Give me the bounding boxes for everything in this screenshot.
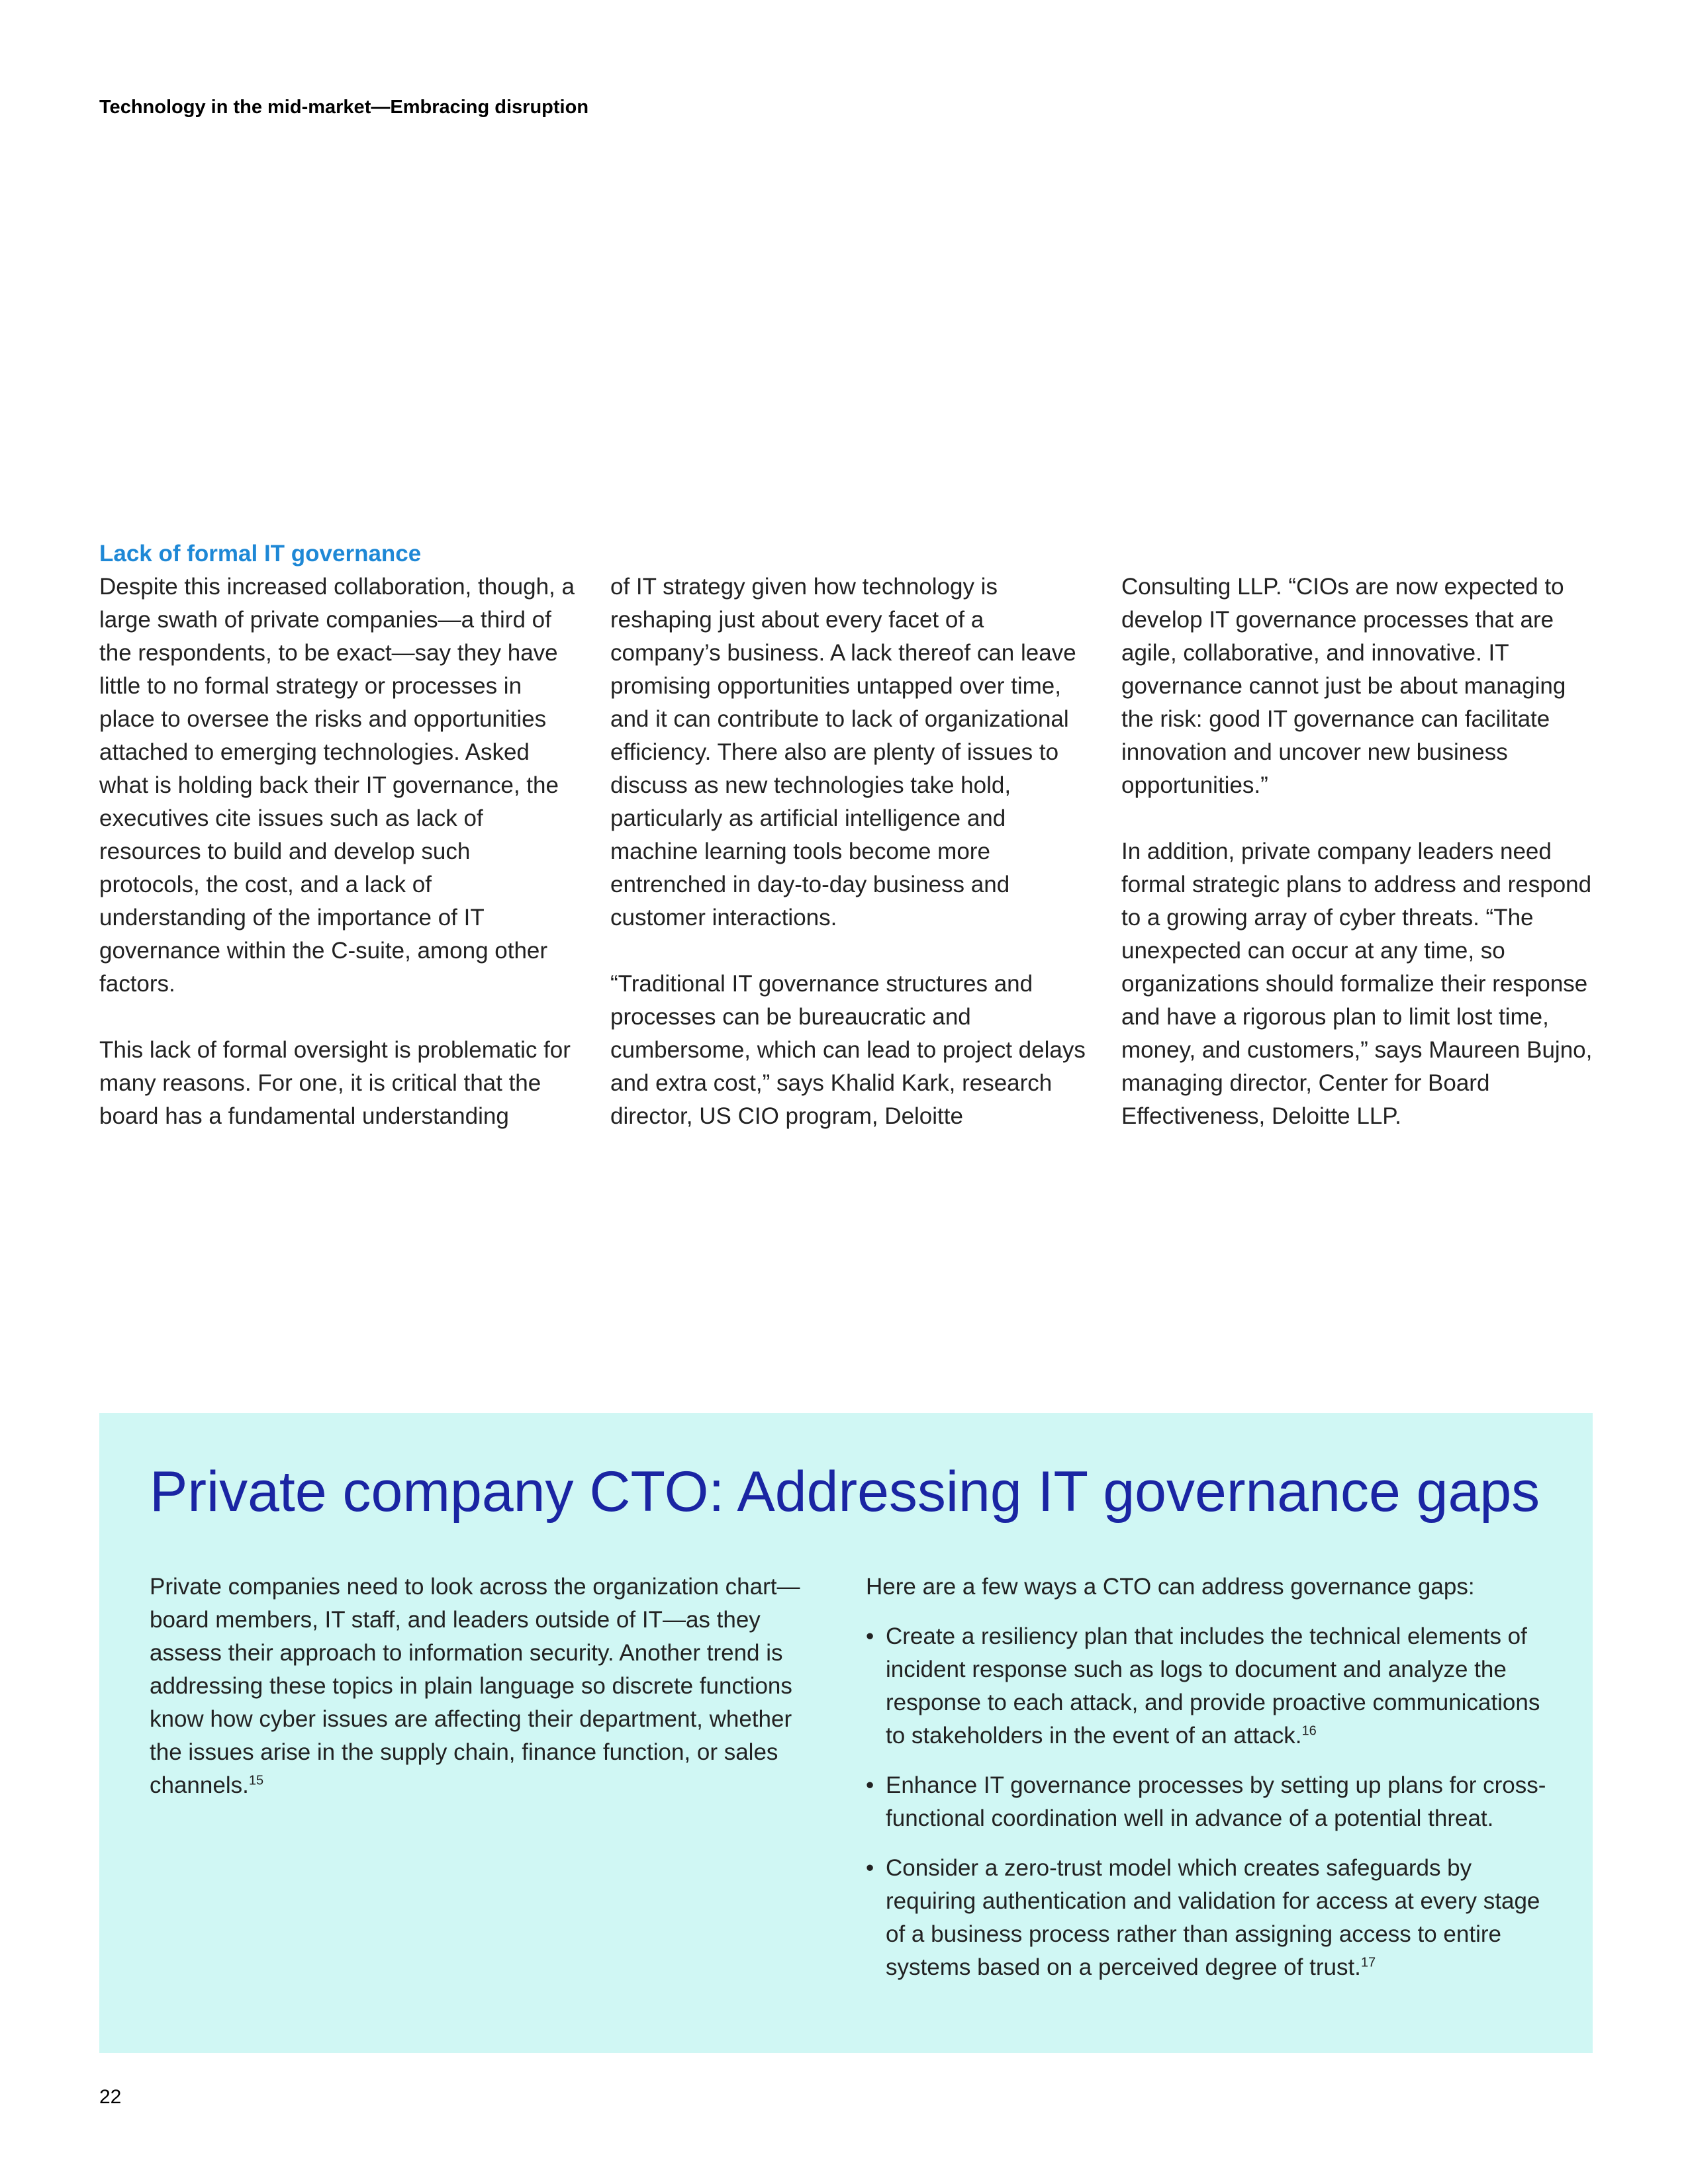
bullet-icon: •: [866, 1855, 874, 1881]
list-item-text: Create a resiliency plan that includes the technical elements of incident response such as logs to document and analyze the response to each attack, and provide proactive communications to stakeholders in the event of an attack.: [886, 1623, 1540, 1749]
list-item-text: Enhance IT governance processes by setting up plans for cross-functional coordination well in advance of a potential threat.: [886, 1772, 1546, 1831]
page-number: 22: [99, 2086, 122, 2108]
article-column-1: [99, 537, 576, 1166]
list-item: [866, 1620, 1554, 1752]
paragraph: of IT strategy given how technology is reshaping just about every facet of a company’s business. A lack thereof can leave promising opportunities untapped over time, and it can contribute to lack of organizational efficiency. There also are plenty of issues to discuss as new technologies take hold, particularly as artificial intelligence and machine learning tools become more entrenched in day-to-day business and customer interactions.: [610, 574, 1076, 931]
paragraph: Consulting LLP. “CIOs are now expected to develop IT governance processes that are agile, collaborative, and innovative. IT governance cannot just be about managing the risk: good IT governance can facilitate innovation and uncover new business opportunities.”: [1121, 574, 1566, 798]
footnote-ref: 17: [1360, 1955, 1376, 1970]
sidebar-title: Private company CTO: Addressing IT governance gaps: [150, 1460, 1540, 1524]
footnote-ref: 15: [248, 1773, 264, 1788]
paragraph: This lack of formal oversight is problematic for many reasons. For one, it is critical that the board has a fundamental understanding: [99, 1037, 571, 1129]
article-column-3: [1121, 570, 1598, 1166]
sidebar-intro: Here are a few ways a CTO can address governance gaps:: [866, 1574, 1475, 1600]
sidebar-box: [99, 1413, 1593, 2053]
paragraph: In addition, private company leaders need formal strategic plans to address and respond to a growing array of cyber threats. “The unexpected can occur at any time, so organizations should formalize their response and have a rigorous plan to limit lost time, money, and customers,” says Maureen Bujno, managing director, Center for Board Effectiveness, Deloitte LLP.: [1121, 839, 1593, 1129]
footnote-ref: 16: [1301, 1723, 1317, 1739]
sidebar-paragraph-text: Private companies need to look across the organization chart—board members, IT staff, and leaders outside of IT—as they assess their approach to information security. Another trend is addressing these topics in plain language so discrete functions know how cyber issues are affecting their department, whether the issues arise in the supply chain, finance function, or sales channels.: [150, 1574, 800, 1798]
list-item-text: Consider a zero-trust model which creates safeguards by requiring authentication and validation for access at every stage of a business process rather than assigning access to entire systems based on a perceived degree of trust.: [886, 1855, 1540, 1980]
bullet-icon: •: [866, 1772, 874, 1798]
list-item: [866, 1852, 1554, 1984]
sidebar-left-column: [150, 1570, 818, 1802]
paragraph: Despite this increased collaboration, though, a large swath of private companies—a third of the respondents, to be exact—say they have little to no formal strategy or processes in place to oversee the risks and opportunities attached to emerging technologies. Asked what is holding back their IT governance, the executives cite issues such as lack of resources to build and develop such protocols, the cost, and a lack of understanding of the importance of IT governance within the C-suite, among other factors.: [99, 574, 575, 997]
paragraph: “Traditional IT governance structures and processes can be bureaucratic and cumbersome, which can lead to project delays and extra cost,” says Khalid Kark, research director, US CIO program, Deloitte: [610, 971, 1086, 1129]
list-item: [866, 1769, 1554, 1835]
sidebar-paragraph: [150, 1570, 818, 1802]
bullet-icon: •: [866, 1623, 874, 1649]
sidebar-right-column: [866, 1570, 1554, 2001]
running-header: Technology in the mid-market—Embracing disruption: [99, 97, 589, 118]
bullet-list: [866, 1620, 1554, 1984]
section-heading: Lack of formal IT governance: [99, 541, 422, 567]
article-column-2: [610, 570, 1087, 1166]
